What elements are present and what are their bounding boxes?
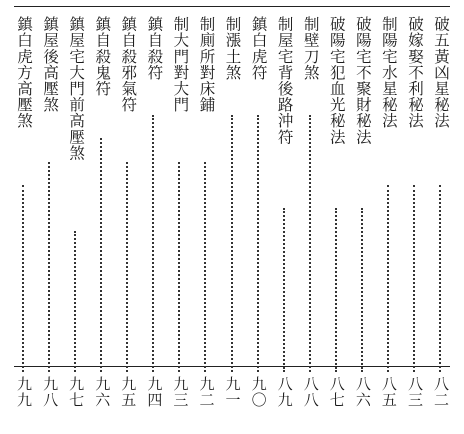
toc-entry[interactable] (64, 16, 87, 428)
toc-entry-title: 破陽宅犯血光秘法 (327, 16, 346, 145)
toc-entry[interactable] (377, 16, 400, 428)
toc-entry-title: 鎮白虎符 (249, 16, 268, 81)
dot-leader (178, 162, 180, 372)
toc-entry-title: 破五黃凶星秘法 (432, 16, 450, 129)
toc-entry[interactable] (273, 16, 296, 428)
toc-entry-page-number: 九二 (197, 376, 216, 408)
dot-leader (335, 208, 337, 372)
toc-entry[interactable] (194, 16, 217, 428)
toc-entry[interactable] (168, 16, 191, 428)
toc-entry-title: 鎮屋後高壓煞 (41, 16, 60, 113)
toc-entry-title: 破陽宅不聚財秘法 (353, 16, 372, 145)
toc-entry-page-number: 九四 (145, 376, 164, 408)
toc-entry-page-number: 九六 (93, 376, 112, 408)
toc-entry[interactable] (38, 16, 61, 428)
dot-leader (22, 185, 24, 372)
toc-entry-page-number: 九〇 (249, 376, 268, 408)
toc-entry[interactable] (116, 16, 139, 428)
toc-entry-title: 制陽宅水星秘法 (379, 16, 398, 129)
dot-leader (231, 115, 233, 372)
toc-entry[interactable] (221, 16, 244, 428)
toc-entry-title: 破嫁娶不利秘法 (405, 16, 424, 129)
toc-entry-title: 制屋宅背後路沖符 (275, 16, 294, 145)
toc-entry-title: 制壁刀煞 (301, 16, 320, 81)
toc-entry-page-number: 八六 (353, 376, 372, 408)
toc-entry[interactable] (429, 16, 452, 428)
toc-entry[interactable] (142, 16, 165, 428)
toc-entry-title: 制大門對大門 (171, 16, 190, 113)
toc-entry-page-number: 八八 (301, 376, 320, 408)
toc-entry-page-number: 八九 (275, 376, 294, 408)
toc-entry-page-number: 九五 (119, 376, 138, 408)
dot-leader (309, 115, 311, 372)
dot-leader (126, 162, 128, 372)
toc-entry-title: 鎮自殺鬼符 (93, 16, 112, 97)
toc-entry-page-number: 九九 (15, 376, 33, 408)
toc-entry-page-number: 九七 (67, 376, 86, 408)
toc-entry-page-number: 九八 (41, 376, 60, 408)
toc-entry[interactable] (12, 16, 35, 428)
toc-entry-title: 鎮屋宅大門前高壓煞 (67, 16, 86, 161)
dot-leader (283, 208, 285, 372)
toc-entry[interactable] (325, 16, 348, 428)
toc-entry-page-number: 八五 (379, 376, 398, 408)
toc-entry-page-number: 八二 (432, 376, 450, 408)
dot-leader (413, 185, 415, 372)
toc-entry-title: 制漲土煞 (223, 16, 242, 81)
dot-leader (439, 185, 441, 372)
toc-columns (12, 16, 452, 428)
toc-entry-page-number: 八七 (327, 376, 346, 408)
toc-entry-page-number: 九一 (223, 376, 242, 408)
toc-entry-title: 鎮白虎方高壓煞 (15, 16, 33, 129)
toc-entry[interactable] (351, 16, 374, 428)
toc-entry-page-number: 九三 (171, 376, 190, 408)
top-rule (14, 6, 450, 7)
toc-entry-page-number: 八三 (405, 376, 424, 408)
toc-entry[interactable] (299, 16, 322, 428)
dot-leader (100, 138, 102, 372)
dot-leader (257, 115, 259, 372)
toc-entry-title: 制廁所對床鋪 (197, 16, 216, 113)
dot-leader (48, 162, 50, 372)
dot-leader (204, 162, 206, 372)
toc-entry-title: 鎮自殺符 (145, 16, 164, 81)
dot-leader (152, 115, 154, 372)
dot-leader (361, 208, 363, 372)
dot-leader (387, 185, 389, 372)
toc-entry-title: 鎮自殺邪氣符 (119, 16, 138, 113)
toc-entry[interactable] (403, 16, 426, 428)
toc-entry[interactable] (90, 16, 113, 428)
toc-entry[interactable] (247, 16, 270, 428)
dot-leader (74, 231, 76, 372)
